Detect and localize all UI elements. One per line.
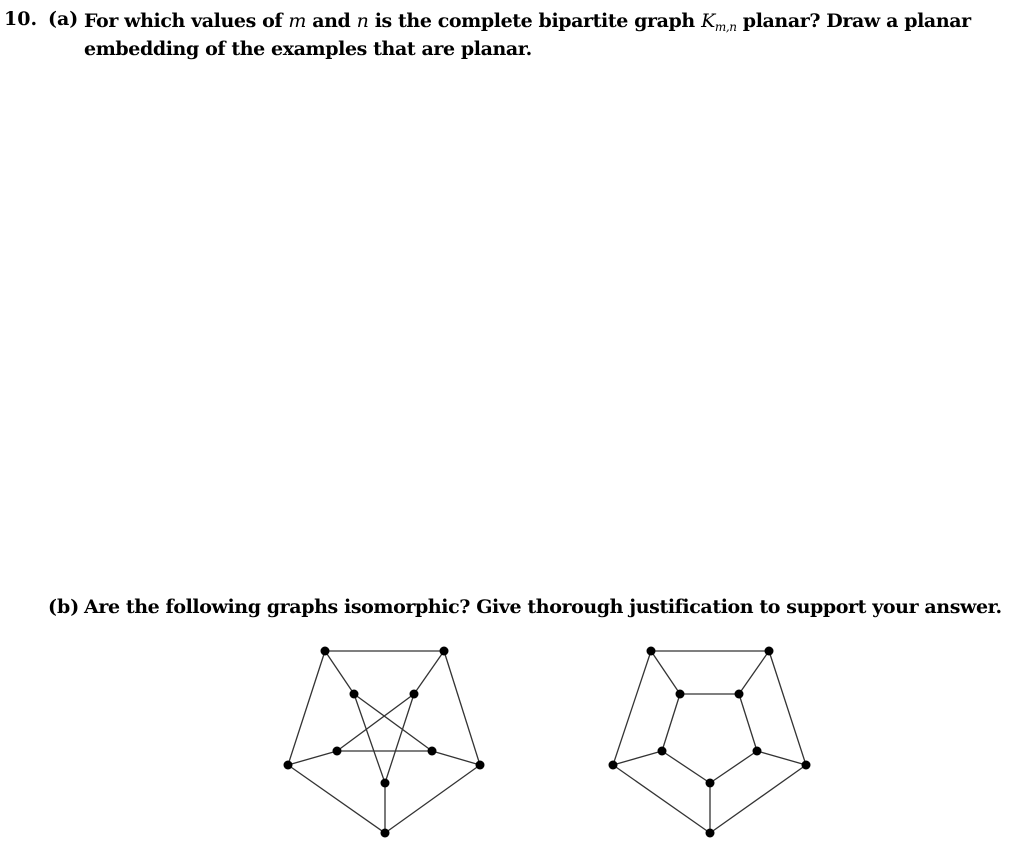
part-a-question: [84, 8, 1020, 62]
edge: [739, 694, 757, 751]
right-graph: [604, 640, 816, 844]
vertex: [706, 779, 715, 788]
edge: [432, 751, 480, 765]
vertex: [381, 779, 390, 788]
edge: [325, 651, 354, 694]
left-graph: [280, 640, 492, 844]
part-b-label: (b): [48, 596, 80, 618]
vertex: [658, 747, 667, 756]
vertex: [765, 647, 774, 656]
vertex: [410, 690, 419, 699]
edge: [444, 651, 480, 765]
edge: [769, 651, 806, 765]
edge: [710, 765, 806, 833]
edge: [288, 751, 337, 765]
edge: [354, 694, 432, 751]
edge: [710, 751, 757, 783]
vertex: [676, 690, 685, 699]
problem-number: 10.: [4, 8, 38, 30]
edge: [354, 694, 385, 783]
vertex: [735, 690, 744, 699]
part-b-question: Are the following graphs isomorphic? Give thorough justification to support your answer.: [84, 596, 1002, 618]
edge: [613, 765, 710, 833]
edge: [288, 651, 325, 765]
edge: [385, 765, 480, 833]
vertex: [647, 647, 656, 656]
edge: [414, 651, 444, 694]
vertex: [381, 829, 390, 838]
vertex: [284, 761, 293, 770]
vertex: [802, 761, 811, 770]
edge: [739, 651, 769, 694]
vertex: [753, 747, 762, 756]
part-a-label: (a): [48, 8, 79, 30]
vertex: [350, 690, 359, 699]
graph-subscript: m,n: [714, 20, 737, 34]
vertex: [706, 829, 715, 838]
edge: [662, 751, 710, 783]
vertex: [476, 761, 485, 770]
part-a-text-4: planar? Draw a planar embedding of the examples that are planar.: [84, 10, 971, 60]
vertex: [321, 647, 330, 656]
edge: [613, 651, 651, 765]
part-a-text-1: For which values of: [84, 10, 289, 32]
variable-n: n: [356, 10, 369, 32]
variable-m: m: [288, 10, 307, 32]
edge: [288, 765, 385, 833]
edge: [757, 751, 806, 765]
vertex: [333, 747, 342, 756]
edge: [337, 694, 414, 751]
vertex: [428, 747, 437, 756]
graph-symbol-K: K: [701, 10, 715, 32]
edge: [651, 651, 680, 694]
edge: [662, 694, 680, 751]
part-a-text-3: is the complete bipartite graph: [368, 10, 702, 32]
edge: [613, 751, 662, 765]
vertex: [440, 647, 449, 656]
part-a-text-2: and: [306, 10, 357, 32]
edge: [385, 694, 414, 783]
vertex: [609, 761, 618, 770]
